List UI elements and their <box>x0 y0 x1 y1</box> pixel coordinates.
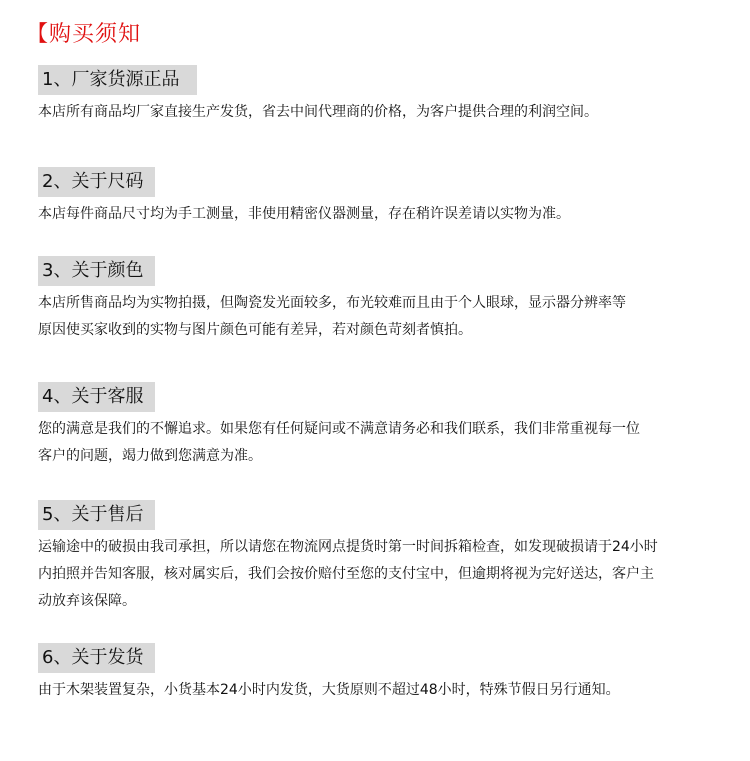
section-heading: 1、厂家货源正品 <box>38 65 197 95</box>
section-heading: 3、关于颜色 <box>38 256 155 286</box>
body-line: 本店所有商品均厂家直接生产发货，省去中间代理商的价格，为客户提供合理的利润空间。 <box>38 104 598 120</box>
section-body <box>38 201 738 228</box>
body-line: 您的满意是我们的不懈追求。如果您有任何疑问或不满意请务必和我们联系，我们非常重视每一位 <box>38 421 640 437</box>
body-line: 原因使买家收到的实物与图片颜色可能有差异，若对颜色苛刻者慎拍。 <box>38 322 472 338</box>
section-shipping <box>38 643 738 704</box>
section-genuine-products <box>38 65 738 126</box>
body-line: 动放弃该保障。 <box>38 593 136 609</box>
section-body <box>38 99 738 126</box>
section-heading: 2、关于尺码 <box>38 167 155 197</box>
body-line: 运输途中的破损由我司承担，所以请您在物流网点提货时第一时间拆箱检查，如发现破损请于24小时 <box>38 539 658 555</box>
section-body <box>38 677 738 704</box>
body-line: 本店所售商品均为实物拍摄，但陶瓷发光面较多，布光较难而且由于个人眼球，显示器分辨率等 <box>38 295 626 311</box>
page-title: 【购买须知 <box>26 22 142 47</box>
section-color <box>38 256 738 344</box>
body-line: 由于木架装置复杂，小货基本24小时内发货，大货原则不超过48小时，特殊节假日另行通知。 <box>38 682 620 698</box>
section-body <box>38 416 738 470</box>
section-heading: 4、关于客服 <box>38 382 155 412</box>
section-body <box>38 534 738 615</box>
section-size <box>38 167 738 228</box>
body-line: 内拍照并告知客服，核对属实后，我们会按价赔付至您的支付宝中，但逾期将视为完好送达，客户主 <box>38 566 654 582</box>
section-customer-service <box>38 382 738 470</box>
section-body <box>38 290 738 344</box>
body-line: 客户的问题，竭力做到您满意为准。 <box>38 448 262 464</box>
section-after-sales <box>38 500 738 615</box>
section-heading: 5、关于售后 <box>38 500 155 530</box>
section-heading: 6、关于发货 <box>38 643 155 673</box>
body-line: 本店每件商品尺寸均为手工测量，非使用精密仪器测量，存在稍许误差请以实物为准。 <box>38 206 570 222</box>
